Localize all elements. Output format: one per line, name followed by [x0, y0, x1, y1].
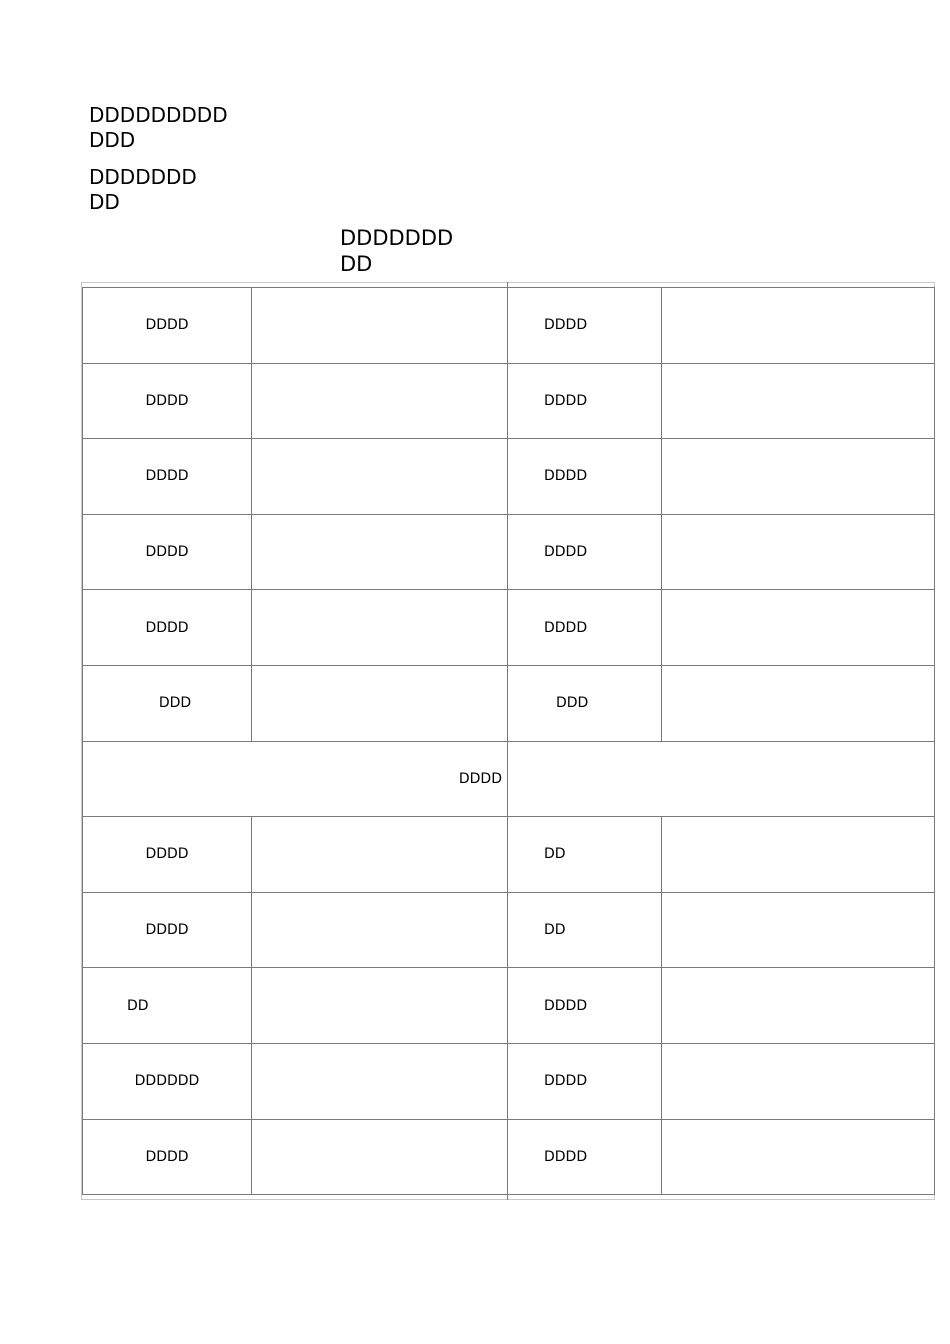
- field-label: DDDD: [83, 439, 252, 515]
- table-top-rule: [82, 282, 934, 283]
- field-label: DDDD: [508, 590, 662, 666]
- field-value-input[interactable]: [252, 439, 508, 515]
- field-label: DDDD: [508, 288, 662, 364]
- field-value-input[interactable]: [252, 514, 508, 590]
- info-form-table: [82, 287, 935, 1195]
- field-label: DDDD: [508, 1043, 662, 1119]
- field-label: DDDD: [508, 968, 662, 1044]
- table-row: [83, 817, 935, 893]
- field-label: DDDDDD: [83, 1043, 252, 1119]
- field-value-input[interactable]: [662, 1119, 935, 1195]
- table-row: [83, 439, 935, 515]
- table-row-span: [83, 741, 935, 817]
- field-value-input[interactable]: [252, 363, 508, 439]
- table-row: [83, 590, 935, 666]
- field-label: DDD: [83, 665, 252, 741]
- field-value-input[interactable]: [662, 892, 935, 968]
- table-row: [83, 1043, 935, 1119]
- field-label: DDDD: [508, 439, 662, 515]
- field-label: DDDD: [83, 288, 252, 364]
- field-label: DDDD: [83, 363, 252, 439]
- table-row: [83, 288, 935, 364]
- table-row: [83, 363, 935, 439]
- form-title: DDDDDDD DD: [340, 226, 454, 276]
- field-value-input[interactable]: [252, 1043, 508, 1119]
- field-value-input[interactable]: [662, 1043, 935, 1119]
- field-value-input[interactable]: [662, 590, 935, 666]
- field-label: DD: [508, 817, 662, 893]
- field-value-input[interactable]: [662, 817, 935, 893]
- field-value-input[interactable]: [252, 665, 508, 741]
- field-label: DDDD: [83, 892, 252, 968]
- field-label: DDDD: [83, 1119, 252, 1195]
- field-label: DD: [83, 968, 252, 1044]
- field-value-input[interactable]: [662, 968, 935, 1044]
- field-label: DDDD: [83, 514, 252, 590]
- field-label: DDDD: [83, 817, 252, 893]
- field-value-input[interactable]: [662, 514, 935, 590]
- table-row: [83, 892, 935, 968]
- field-value-input[interactable]: [252, 590, 508, 666]
- field-value-input[interactable]: [662, 665, 935, 741]
- table-row: [83, 665, 935, 741]
- field-value-input[interactable]: [252, 817, 508, 893]
- table-bottom-rule: [82, 1199, 934, 1200]
- field-value-input[interactable]: [662, 363, 935, 439]
- document-title: DDDDDDDDD DDD: [89, 103, 228, 152]
- field-label: DDDD: [508, 514, 662, 590]
- table-row: [83, 968, 935, 1044]
- table-row: [83, 514, 935, 590]
- field-label: DDDD: [508, 1119, 662, 1195]
- field-value-input[interactable]: [252, 288, 508, 364]
- field-label: DDDD: [83, 741, 508, 817]
- field-label: DDD: [508, 665, 662, 741]
- field-value-input[interactable]: [252, 968, 508, 1044]
- table-center-tick-bottom: [507, 1195, 508, 1200]
- field-value-input[interactable]: [252, 1119, 508, 1195]
- field-value-input[interactable]: [662, 288, 935, 364]
- field-label: DDDD: [83, 590, 252, 666]
- field-value-input[interactable]: [252, 892, 508, 968]
- table-row: [83, 1119, 935, 1195]
- field-value-input[interactable]: [662, 439, 935, 515]
- field-label: DDDD: [508, 363, 662, 439]
- document-subtitle: DDDDDDD DD: [89, 165, 197, 214]
- field-value-input[interactable]: [508, 741, 935, 817]
- field-label: DD: [508, 892, 662, 968]
